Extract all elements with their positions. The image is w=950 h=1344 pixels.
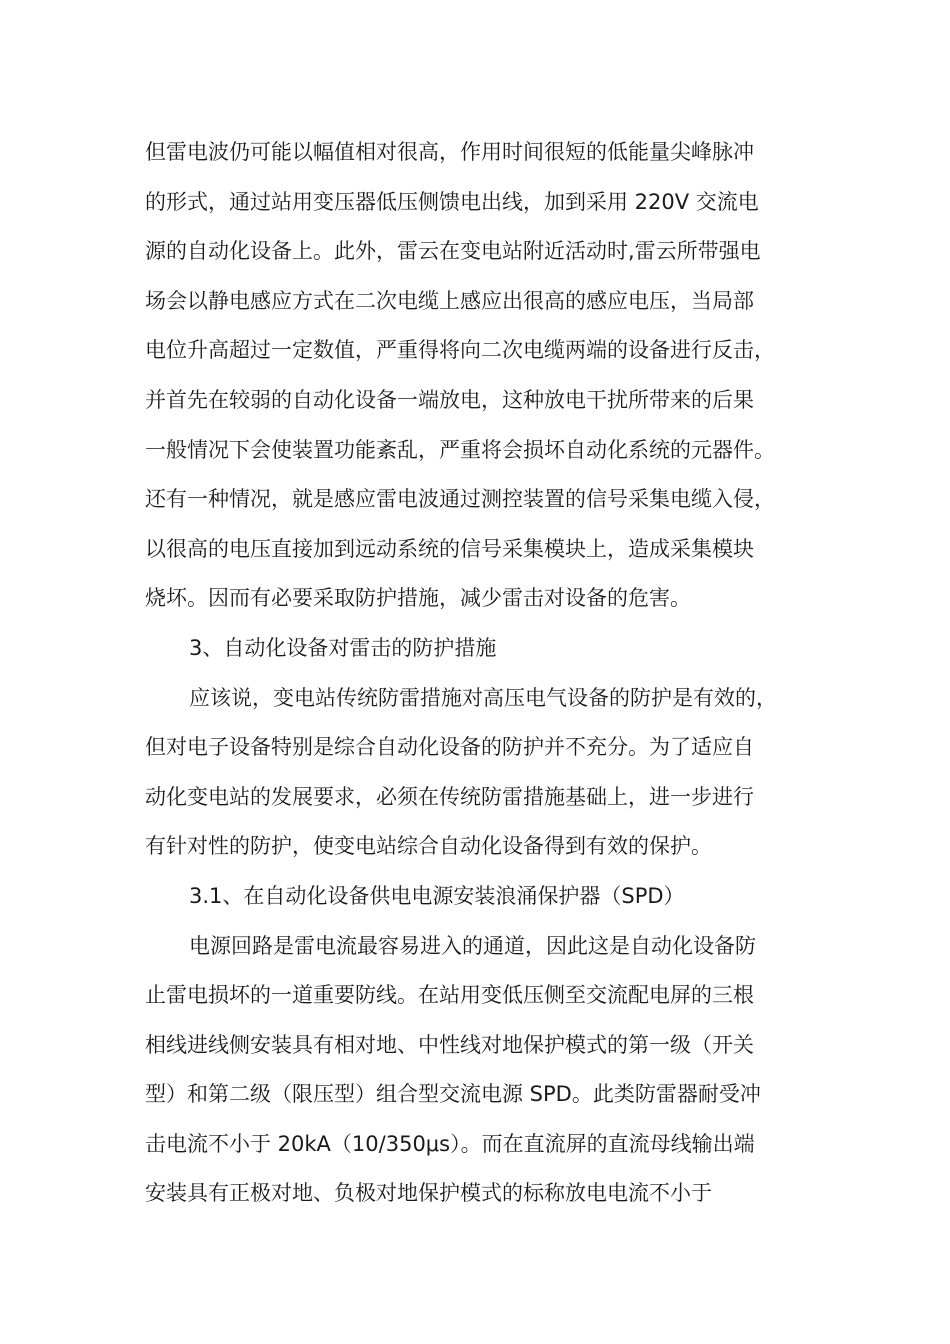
paragraph-lightning-wave-effects [145, 128, 810, 624]
text-line: 电位升高超过一定数值，严重得将向二次电缆两端的设备进行反击， [145, 338, 775, 363]
text-line: 源的自动化设备上。此外，雷云在变电站附近活动时,雷云所带强电 [145, 239, 761, 264]
heading-line: 3.1、在自动化设备供电电源安装浪涌保护器（SPD） [189, 883, 685, 908]
text-line: 电源回路是雷电流最容易进入的通道，因此这是自动化设备防 [189, 933, 756, 958]
text-line: 以很高的电压直接加到远动系统的信号采集模块上，造成采集模块 [145, 536, 754, 561]
text-line: 的形式，通过站用变压器低压侧馈电出线，加到采用 220V 交流电 [145, 189, 759, 214]
text-line: 烧坏。因而有必要采取防护措施，减少雷击对设备的危害。 [145, 586, 691, 611]
text-line: 应该说，变电站传统防雷措施对高压电气设备的防护是有效的， [189, 685, 777, 710]
text-line: 但对电子设备特别是综合自动化设备的防护并不充分。为了适应自 [145, 735, 754, 760]
text-line: 型）和第二级（限压型）组合型交流电源 SPD。此类防雷器耐受冲 [145, 1082, 761, 1107]
text-line: 安装具有正极对地、负极对地保护模式的标称放电电流不小于 [145, 1181, 712, 1206]
text-line: 还有一种情况，就是感应雷电波通过测控装置的信号采集电缆入侵， [145, 487, 775, 512]
section-heading-3-1 [145, 872, 810, 922]
section-heading-3 [145, 624, 810, 674]
text-line: 场会以静电感应方式在二次电缆上感应出很高的感应电压，当局部 [145, 288, 754, 313]
text-line: 相线进线侧安装具有相对地、中性线对地保护模式的第一级（开关 [145, 1032, 754, 1057]
text-line: 但雷电波仍可能以幅值相对很高，作用时间很短的低能量尖峰脉冲 [145, 140, 754, 164]
text-line: 止雷电损坏的一道重要防线。在站用变低压侧至交流配电屏的三根 [145, 983, 754, 1008]
text-line: 一般情况下会使装置功能紊乱，严重将会损坏自动化系统的元器件。 [145, 437, 775, 462]
text-line: 并首先在较弱的自动化设备一端放电，这种放电干扰所带来的后果 [145, 387, 754, 412]
text-line: 有针对性的防护，使变电站综合自动化设备得到有效的保护。 [145, 834, 712, 859]
document-body [145, 128, 810, 1219]
heading-line: 3、自动化设备对雷击的防护措施 [189, 635, 497, 660]
text-line: 动化变电站的发展要求，必须在传统防雷措施基础上，进一步进行 [145, 784, 754, 809]
paragraph-traditional-protection [145, 674, 810, 872]
text-line: 击电流不小于 20kA（10/350μs）。而在直流屏的直流母线输出端 [145, 1131, 755, 1156]
paragraph-power-circuit-spd [145, 922, 810, 1220]
